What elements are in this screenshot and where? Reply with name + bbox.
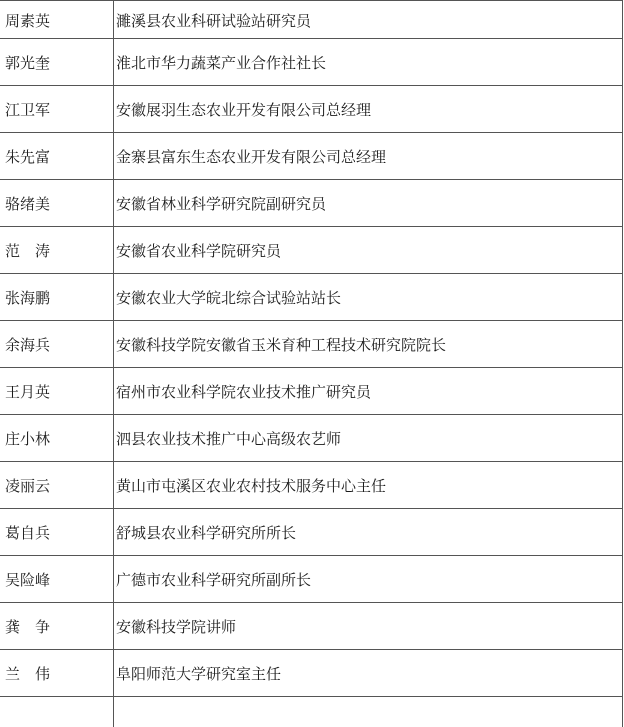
table-row (0, 556, 622, 603)
role-cell: 泗县农业技术推广中心高级农艺师 (116, 430, 342, 448)
table-row (0, 274, 622, 321)
table-row (0, 227, 622, 274)
role-cell: 濉溪县农业科研试验站研究员 (116, 12, 312, 30)
role-cell: 安徽科技学院讲师 (116, 618, 237, 636)
name-cell: 王月英 (0, 368, 114, 414)
role-cell: 广德市农业科学研究所副所长 (116, 571, 312, 589)
name-cell: 郭光奎 (0, 39, 114, 85)
table-row (0, 650, 622, 697)
name-cell: 周素英 (0, 1, 114, 38)
table-row (0, 415, 622, 462)
table-row (0, 462, 622, 509)
role-cell (114, 697, 622, 727)
table-row (0, 39, 622, 86)
name-cell: 骆绪美 (0, 180, 114, 226)
table-row (0, 509, 622, 556)
role-cell: 安徽科技学院安徽省玉米育种工程技术研究院院长 (116, 336, 447, 354)
name-cell: 兰 伟 (0, 650, 114, 696)
table-row (0, 697, 622, 727)
table-row (0, 603, 622, 650)
table-row (0, 133, 622, 180)
role-cell: 金寨县富东生态农业开发有限公司总经理 (116, 148, 387, 166)
name-cell: 凌丽云 (0, 462, 114, 508)
name-cell: 庄小林 (0, 415, 114, 461)
table-row (0, 1, 622, 39)
name-cell: 葛自兵 (0, 509, 114, 555)
role-cell: 宿州市农业科学院农业技术推广研究员 (116, 383, 372, 401)
name-cell: 龚 争 (0, 603, 114, 649)
name-cell: 吴险峰 (0, 556, 114, 602)
role-cell: 安徽展羽生态农业开发有限公司总经理 (116, 101, 372, 119)
role-cell: 淮北市华力蔬菜产业合作社社长 (116, 54, 327, 72)
name-cell: 余海兵 (0, 321, 114, 367)
table-row (0, 86, 622, 133)
table-row (0, 180, 622, 227)
role-cell: 安徽省林业科学研究院副研究员 (116, 195, 327, 213)
table-row (0, 368, 622, 415)
role-cell: 安徽省农业科学院研究员 (116, 242, 282, 260)
table-row (0, 321, 622, 368)
name-cell (0, 697, 114, 727)
name-cell: 朱先富 (0, 133, 114, 179)
role-cell: 黄山市屯溪区农业农村技术服务中心主任 (116, 477, 387, 495)
role-cell: 安徽农业大学皖北综合试验站站长 (116, 289, 342, 307)
name-cell: 江卫军 (0, 86, 114, 132)
name-cell: 范 涛 (0, 227, 114, 273)
role-cell: 舒城县农业科学研究所所长 (116, 524, 297, 542)
name-cell: 张海鹏 (0, 274, 114, 320)
role-cell: 阜阳师范大学研究室主任 (116, 665, 282, 683)
